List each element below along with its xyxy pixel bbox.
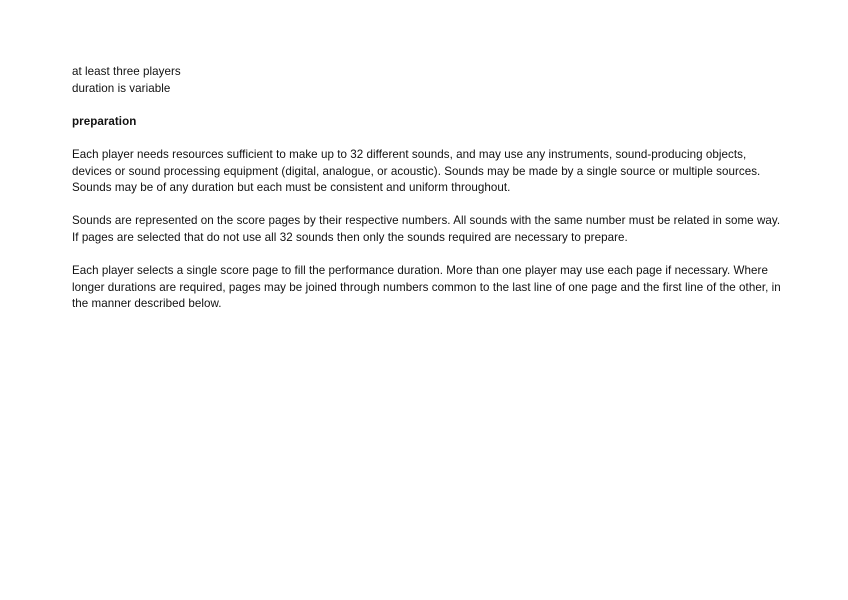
- paragraph-page-selection: Each player selects a single score page to fill the performance duration. More than one player may use each page if necessary. Where longer durations are required, pages may be joined through numbers common to the last line of one page and the first line of the other, in the manner described below.: [72, 264, 781, 311]
- players-requirement: at least three players: [72, 65, 181, 78]
- section-heading-preparation: preparation: [72, 114, 137, 128]
- paragraph-resources: Each player needs resources sufficient to make up to 32 different sounds, and may use any instruments, sound-producing objects, devices or sound processing equipment (digital, analogue, or acoustic). Sounds may be made by a single source or multiple sources. Sounds may be of any duration but each must be consistent and uniform throughout.: [72, 147, 761, 195]
- document-page: [72, 64, 782, 313]
- paragraph-sound-numbers: Sounds are represented on the score pages by their respective numbers. All sounds with the same number must be related in some way. If pages are selected that do not use all 32 sounds then only the sounds required are necessary to prepare.: [72, 214, 781, 244]
- duration-note: duration is variable: [72, 81, 171, 95]
- header-block: [72, 64, 782, 97]
